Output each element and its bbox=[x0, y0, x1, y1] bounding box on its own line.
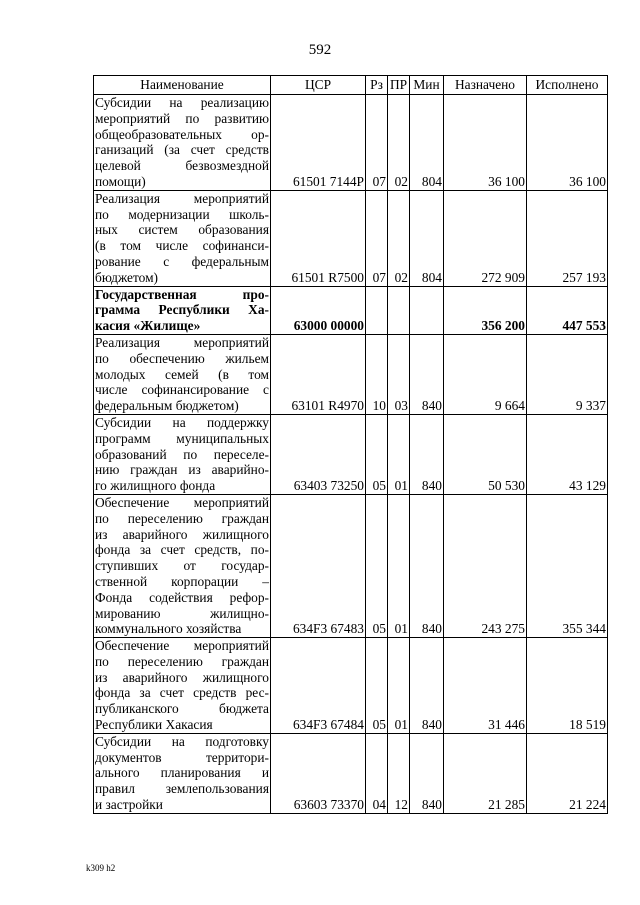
cell-rz: 05 bbox=[366, 414, 388, 494]
name-line: целевой безвозмездной bbox=[95, 158, 269, 174]
name-line: федеральным бюджетом) bbox=[95, 398, 239, 414]
name-line: по переселению граждан bbox=[95, 653, 269, 669]
cell-rz: 10 bbox=[366, 334, 388, 414]
name-line: коммунального хозяйства bbox=[95, 621, 242, 637]
name-line: по переселению граждан bbox=[95, 510, 269, 526]
cell-executed: 257 193 bbox=[527, 190, 608, 286]
table-row bbox=[94, 638, 608, 734]
name-line: мероприятий по развитию bbox=[95, 110, 269, 126]
name-line: документов территори- bbox=[95, 749, 269, 765]
cell-pr: 01 bbox=[388, 414, 410, 494]
name-line: Субсидии на подготовку bbox=[95, 733, 269, 749]
header-pr: ПР bbox=[388, 76, 410, 95]
cell-csr: 634F3 67484 bbox=[271, 638, 366, 734]
name-line: помощи) bbox=[95, 173, 146, 189]
cell-name bbox=[94, 286, 271, 334]
name-line: и застройки bbox=[95, 797, 163, 813]
table-row bbox=[94, 414, 608, 494]
name-line: по обеспечению жильем bbox=[95, 350, 269, 366]
name-line: числе софинансирование с bbox=[95, 382, 269, 398]
cell-name bbox=[94, 494, 271, 637]
name-line: молодых семей (в том bbox=[95, 366, 269, 382]
cell-rz: 05 bbox=[366, 494, 388, 637]
cell-csr: 63000 00000 bbox=[271, 286, 366, 334]
cell-assigned: 50 530 bbox=[444, 414, 527, 494]
name-line: ального планирования и bbox=[95, 765, 269, 781]
cell-assigned: 243 275 bbox=[444, 494, 527, 637]
table-body bbox=[94, 95, 608, 814]
name-line: грамма Республики Ха- bbox=[95, 302, 269, 318]
name-line: нию граждан из аварийно- bbox=[95, 462, 269, 478]
name-line: Фонда содействия рефор- bbox=[95, 589, 269, 605]
name-line: по модернизации школь- bbox=[95, 206, 269, 222]
name-line: ственной корпорации – bbox=[95, 573, 269, 589]
table-row bbox=[94, 286, 608, 334]
header-name: Наименование bbox=[94, 76, 271, 95]
cell-csr: 63603 73370 bbox=[271, 733, 366, 813]
cell-executed: 21 224 bbox=[527, 733, 608, 813]
cell-assigned: 36 100 bbox=[444, 95, 527, 191]
cell-pr: 12 bbox=[388, 733, 410, 813]
cell-name bbox=[94, 638, 271, 734]
cell-rz bbox=[366, 286, 388, 334]
cell-pr: 01 bbox=[388, 638, 410, 734]
cell-assigned: 9 664 bbox=[444, 334, 527, 414]
cell-rz: 04 bbox=[366, 733, 388, 813]
name-line: Субсидии на поддержку bbox=[95, 414, 269, 430]
cell-name bbox=[94, 95, 271, 191]
cell-min: 840 bbox=[410, 334, 444, 414]
header-rz: Рз bbox=[366, 76, 388, 95]
table-row bbox=[94, 95, 608, 191]
table-row bbox=[94, 334, 608, 414]
cell-min bbox=[410, 286, 444, 334]
cell-min: 840 bbox=[410, 733, 444, 813]
cell-csr: 634F3 67483 bbox=[271, 494, 366, 637]
name-line: образований по переселе- bbox=[95, 446, 269, 462]
header-executed: Исполнено bbox=[527, 76, 608, 95]
cell-name bbox=[94, 190, 271, 286]
name-line: из аварийного жилищного bbox=[95, 526, 269, 542]
name-line: ганизаций (за счет средств bbox=[95, 142, 269, 158]
cell-min: 804 bbox=[410, 190, 444, 286]
name-line: общеобразовательных ор- bbox=[95, 126, 269, 142]
cell-rz: 07 bbox=[366, 95, 388, 191]
cell-executed: 18 519 bbox=[527, 638, 608, 734]
table-row bbox=[94, 190, 608, 286]
cell-assigned: 31 446 bbox=[444, 638, 527, 734]
cell-min: 804 bbox=[410, 95, 444, 191]
name-line: фонда за счет средств рес- bbox=[95, 685, 269, 701]
name-line: касия «Жилище» bbox=[95, 318, 201, 334]
cell-executed: 355 344 bbox=[527, 494, 608, 637]
name-line: ных систем образования bbox=[95, 222, 269, 238]
name-line: программ муниципальных bbox=[95, 430, 269, 446]
header-csr: ЦСР bbox=[271, 76, 366, 95]
cell-assigned: 21 285 bbox=[444, 733, 527, 813]
name-line: Реализация мероприятий bbox=[95, 190, 269, 206]
cell-rz: 05 bbox=[366, 638, 388, 734]
cell-executed: 9 337 bbox=[527, 334, 608, 414]
name-line: публиканского бюджета bbox=[95, 701, 269, 717]
cell-assigned: 356 200 bbox=[444, 286, 527, 334]
cell-pr: 01 bbox=[388, 494, 410, 637]
name-line: правил землепользования bbox=[95, 781, 269, 797]
name-line: Обеспечение мероприятий bbox=[95, 638, 269, 654]
name-line: рование с федеральным bbox=[95, 253, 269, 269]
name-line: (в том числе софинанси- bbox=[95, 238, 269, 254]
cell-csr: 61501 R7500 bbox=[271, 190, 366, 286]
name-line: ступивших от государ- bbox=[95, 558, 269, 574]
cell-assigned: 272 909 bbox=[444, 190, 527, 286]
cell-pr: 03 bbox=[388, 334, 410, 414]
name-line: Субсидии на реализацию bbox=[95, 95, 269, 110]
cell-min: 840 bbox=[410, 494, 444, 637]
name-line: Республики Хакасия bbox=[95, 717, 213, 733]
cell-pr bbox=[388, 286, 410, 334]
cell-pr: 02 bbox=[388, 190, 410, 286]
cell-executed: 36 100 bbox=[527, 95, 608, 191]
cell-name bbox=[94, 414, 271, 494]
cell-csr: 63403 73250 bbox=[271, 414, 366, 494]
cell-rz: 07 bbox=[366, 190, 388, 286]
cell-csr: 61501 7144Р bbox=[271, 95, 366, 191]
cell-pr: 02 bbox=[388, 95, 410, 191]
table-row bbox=[94, 494, 608, 637]
cell-name bbox=[94, 334, 271, 414]
name-line: из аварийного жилищного bbox=[95, 669, 269, 685]
name-line: Государственная про- bbox=[95, 286, 269, 302]
cell-csr: 63101 R4970 bbox=[271, 334, 366, 414]
cell-name bbox=[94, 733, 271, 813]
name-line: го жилищного фонда bbox=[95, 478, 216, 494]
budget-table bbox=[93, 75, 608, 814]
header-min: Мин bbox=[410, 76, 444, 95]
page-number: 592 bbox=[308, 42, 332, 58]
name-line: Обеспечение мероприятий bbox=[95, 494, 269, 510]
cell-executed: 447 553 bbox=[527, 286, 608, 334]
cell-executed: 43 129 bbox=[527, 414, 608, 494]
name-line: Реализация мероприятий bbox=[95, 334, 269, 350]
name-line: бюджетом) bbox=[95, 269, 159, 285]
footer-code: k309 h2 bbox=[86, 863, 116, 873]
cell-min: 840 bbox=[410, 414, 444, 494]
name-line: фонда за счет средств, по- bbox=[95, 542, 269, 558]
header-row bbox=[94, 76, 608, 95]
header-assigned: Назначено bbox=[444, 76, 527, 95]
cell-min: 840 bbox=[410, 638, 444, 734]
name-line: мированию жилищно- bbox=[95, 605, 269, 621]
table-row bbox=[94, 733, 608, 813]
